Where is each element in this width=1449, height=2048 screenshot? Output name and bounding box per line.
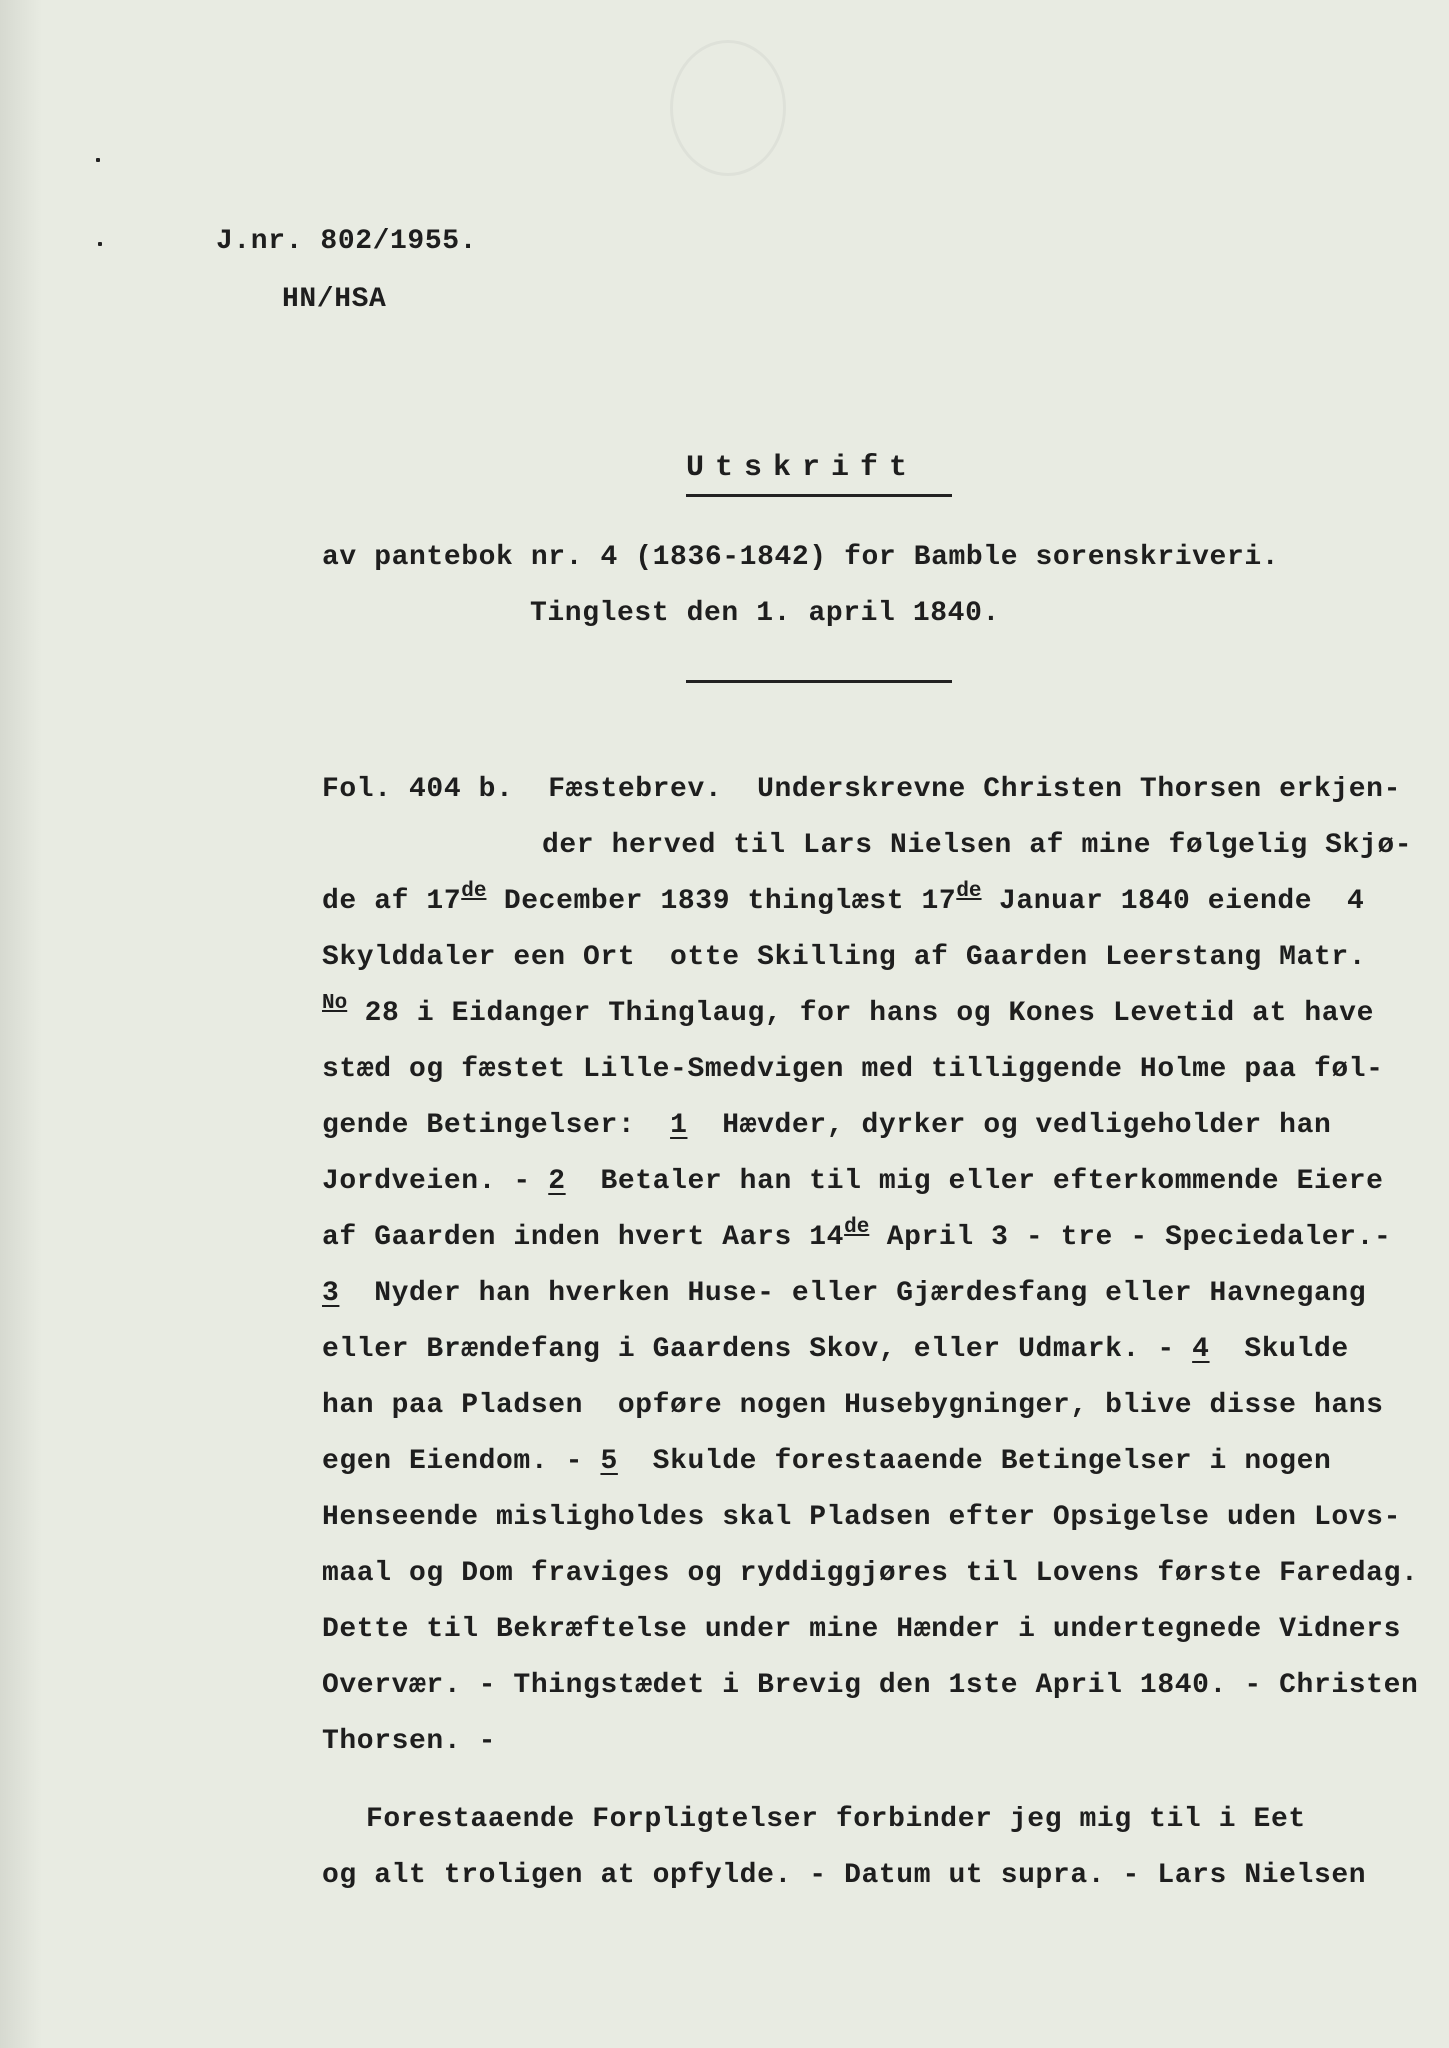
body-line: Skylddaler een Ort otte Skilling af Gaarden Leerstang Matr.	[322, 942, 1367, 973]
body-line: Thorsen. -	[322, 1726, 497, 1757]
punch-mark	[98, 242, 102, 246]
separator-rule	[686, 680, 952, 683]
body-line: de af 17de December 1839 thinglæst 17de Januar 1840 eiende 4	[322, 880, 1365, 917]
faint-stamp	[670, 40, 786, 176]
body-line: Dette til Bekræftelse under mine Hænder i undertegnede Vidners	[322, 1614, 1401, 1645]
subtitle-line-2: Tinglest den 1. april 1840.	[530, 598, 1000, 629]
body-line: af Gaarden inden hvert Aars 14de April 3 - tre - Speciedaler.-	[322, 1216, 1392, 1253]
body-line: Overvær. - Thingstædet i Brevig den 1ste April 1840. - Christen	[322, 1670, 1419, 1701]
body-line: Forestaaende Forpligtelser forbinder jeg mig til i Eet	[366, 1804, 1306, 1835]
body-line: Henseende misligholdes skal Pladsen efter Opsigelse uden Lovs-	[322, 1502, 1401, 1533]
body-line: 3 Nyder han hverken Huse- eller Gjærdesfang eller Havnegang	[322, 1278, 1367, 1309]
body-line: stæd og fæstet Lille-Smedvigen med tilliggende Holme paa føl-	[322, 1054, 1384, 1085]
journal-number: J.nr. 802/1955.	[216, 226, 478, 257]
body-line: Jordveien. - 2 Betaler han til mig eller efterkommende Eiere	[322, 1166, 1384, 1197]
body-line: han paa Pladsen opføre nogen Husebygninger, blive disse hans	[322, 1390, 1384, 1421]
body-line: $^{No}$ 28 i Eidanger Thinglaug, for hans og Kones Levetid at have	[322, 992, 1374, 1029]
numero-sign: No	[322, 992, 348, 1015]
body-line: der herved til Lars Nielsen af mine følgelig Skjø-	[542, 830, 1413, 861]
body-line: maal og Dom fraviges og ryddiggjøres til Lovens første Faredag.	[322, 1558, 1419, 1589]
initials: HN/HSA	[282, 284, 387, 315]
punch-mark	[96, 158, 100, 162]
body-line: gende Betingelser: 1 Hævder, dyrker og vedligeholder han	[322, 1110, 1332, 1141]
document-title: Utskrift	[686, 451, 919, 485]
title-underline	[686, 494, 952, 497]
body-line: og alt troligen at opfylde. - Datum ut supra. - Lars Nielsen	[322, 1860, 1367, 1891]
body-line: egen Eiendom. - 5 Skulde forestaaende Betingelser i nogen	[322, 1446, 1332, 1477]
body-line: Fol. 404 b. Fæstebrev. Underskrevne Christen Thorsen erkjen-	[322, 774, 1401, 805]
subtitle-line-1: av pantebok nr. 4 (1836-1842) for Bamble sorenskriveri.	[322, 542, 1280, 573]
page-edge-shadow	[0, 0, 42, 2048]
body-line: eller Brændefang i Gaardens Skov, eller Udmark. - 4 Skulde	[322, 1334, 1349, 1365]
